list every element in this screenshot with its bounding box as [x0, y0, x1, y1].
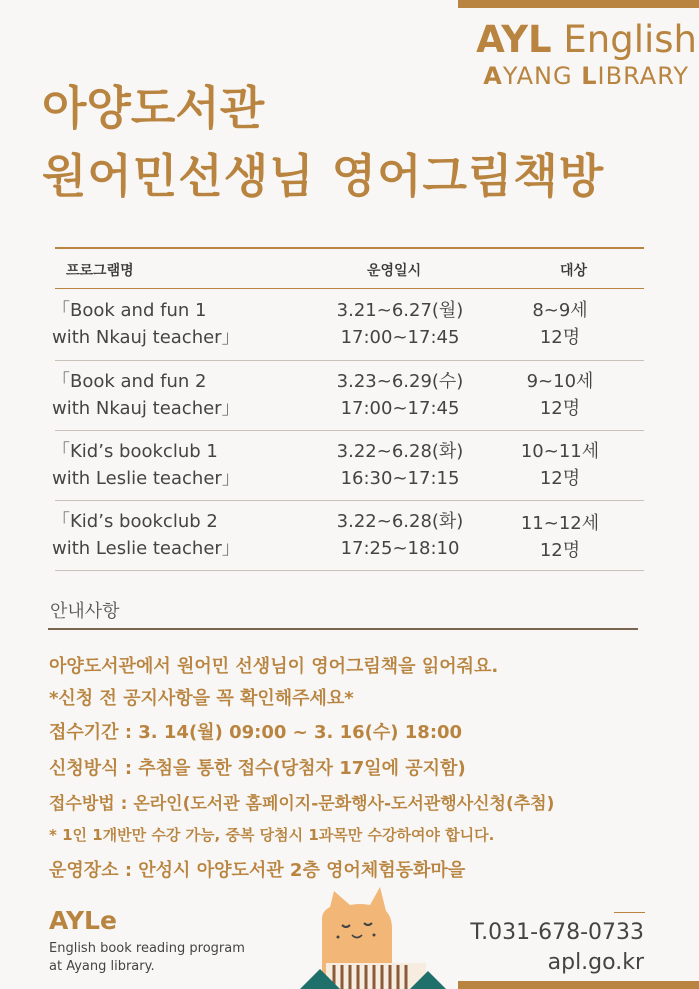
contact-phone: T.031-678-0733: [470, 920, 644, 945]
target-cell: 11~12세 12명: [520, 513, 600, 561]
top-accent-bar: [458, 0, 699, 8]
table-header-border: [55, 288, 644, 289]
target-cell: 9~10세 12명: [526, 371, 594, 419]
schedule-cell: 3.23~6.29(수) 17:00~17:45: [336, 371, 464, 419]
row-divider: [55, 360, 644, 361]
program-cell: 「Book and fun 1 with Nkauj teacher」: [52, 300, 240, 348]
contact-divider: [614, 912, 645, 913]
footer-subtitle: English book reading program at Ayang library.: [49, 941, 245, 974]
table-bottom-border: [55, 570, 644, 571]
schedule-cell: 3.22~6.28(화) 17:25~18:10: [336, 511, 464, 559]
row-divider: [55, 430, 644, 431]
schedule-cell: 3.22~6.28(화) 16:30~17:15: [336, 441, 464, 489]
row-divider: [55, 500, 644, 501]
notice-heading: 안내사항: [50, 601, 120, 622]
header-program: 프로그램명: [66, 263, 134, 279]
notice-divider: [48, 628, 638, 630]
cat-reading-illustration: [300, 885, 450, 989]
notice-period: 접수기간 : 3. 14(월) 09:00 ~ 3. 16(수) 18:00: [49, 722, 463, 743]
contact-website[interactable]: apl.go.kr: [547, 950, 644, 975]
page-title-line1: 아양도서관: [42, 81, 265, 135]
header-target: 대상: [560, 263, 588, 279]
notice-method: 신청방식 : 추첨을 통한 접수(당첨자 17일에 공지함): [49, 758, 466, 779]
notice-intro: 아양도서관에서 원어민 선생님이 영어그림책을 읽어줘요.: [49, 656, 499, 677]
target-cell: 8~9세 12명: [532, 300, 588, 348]
table-top-border: [55, 247, 644, 249]
notice-location: 운영장소 : 안성시 아양도서관 2층 영어체험동화마을: [49, 860, 466, 881]
target-cell: 10~11세 12명: [520, 441, 600, 489]
program-cell: 「Kid’s bookclub 2 with Leslie teacher」: [52, 511, 240, 559]
page-title-line2: 원어민선생님 영어그림책방: [42, 149, 605, 203]
program-cell: 「Book and fun 2 with Nkauj teacher」: [52, 371, 240, 419]
header-schedule: 운영일시: [367, 263, 422, 279]
brand-logo-line1: AYL English: [476, 18, 697, 61]
program-cell: 「Kid’s bookclub 1 with Leslie teacher」: [52, 441, 240, 489]
bottom-accent-bar: [458, 981, 699, 989]
notice-limit: * 1인 1개반만 수강 가능, 중복 당첨시 1과목만 수강하여야 합니다.: [49, 826, 495, 844]
brand-logo-line2: AYANG LIBRARY: [483, 62, 689, 90]
notice-how: 접수방법 : 온라인(도서관 홈페이지-문화행사-도서관행사신청(추첨): [49, 794, 555, 814]
notice-caution: *신청 전 공지사항을 꼭 확인해주세요*: [49, 688, 354, 709]
footer-title: AYLe: [49, 906, 117, 935]
schedule-cell: 3.21~6.27(월) 17:00~17:45: [336, 300, 464, 348]
